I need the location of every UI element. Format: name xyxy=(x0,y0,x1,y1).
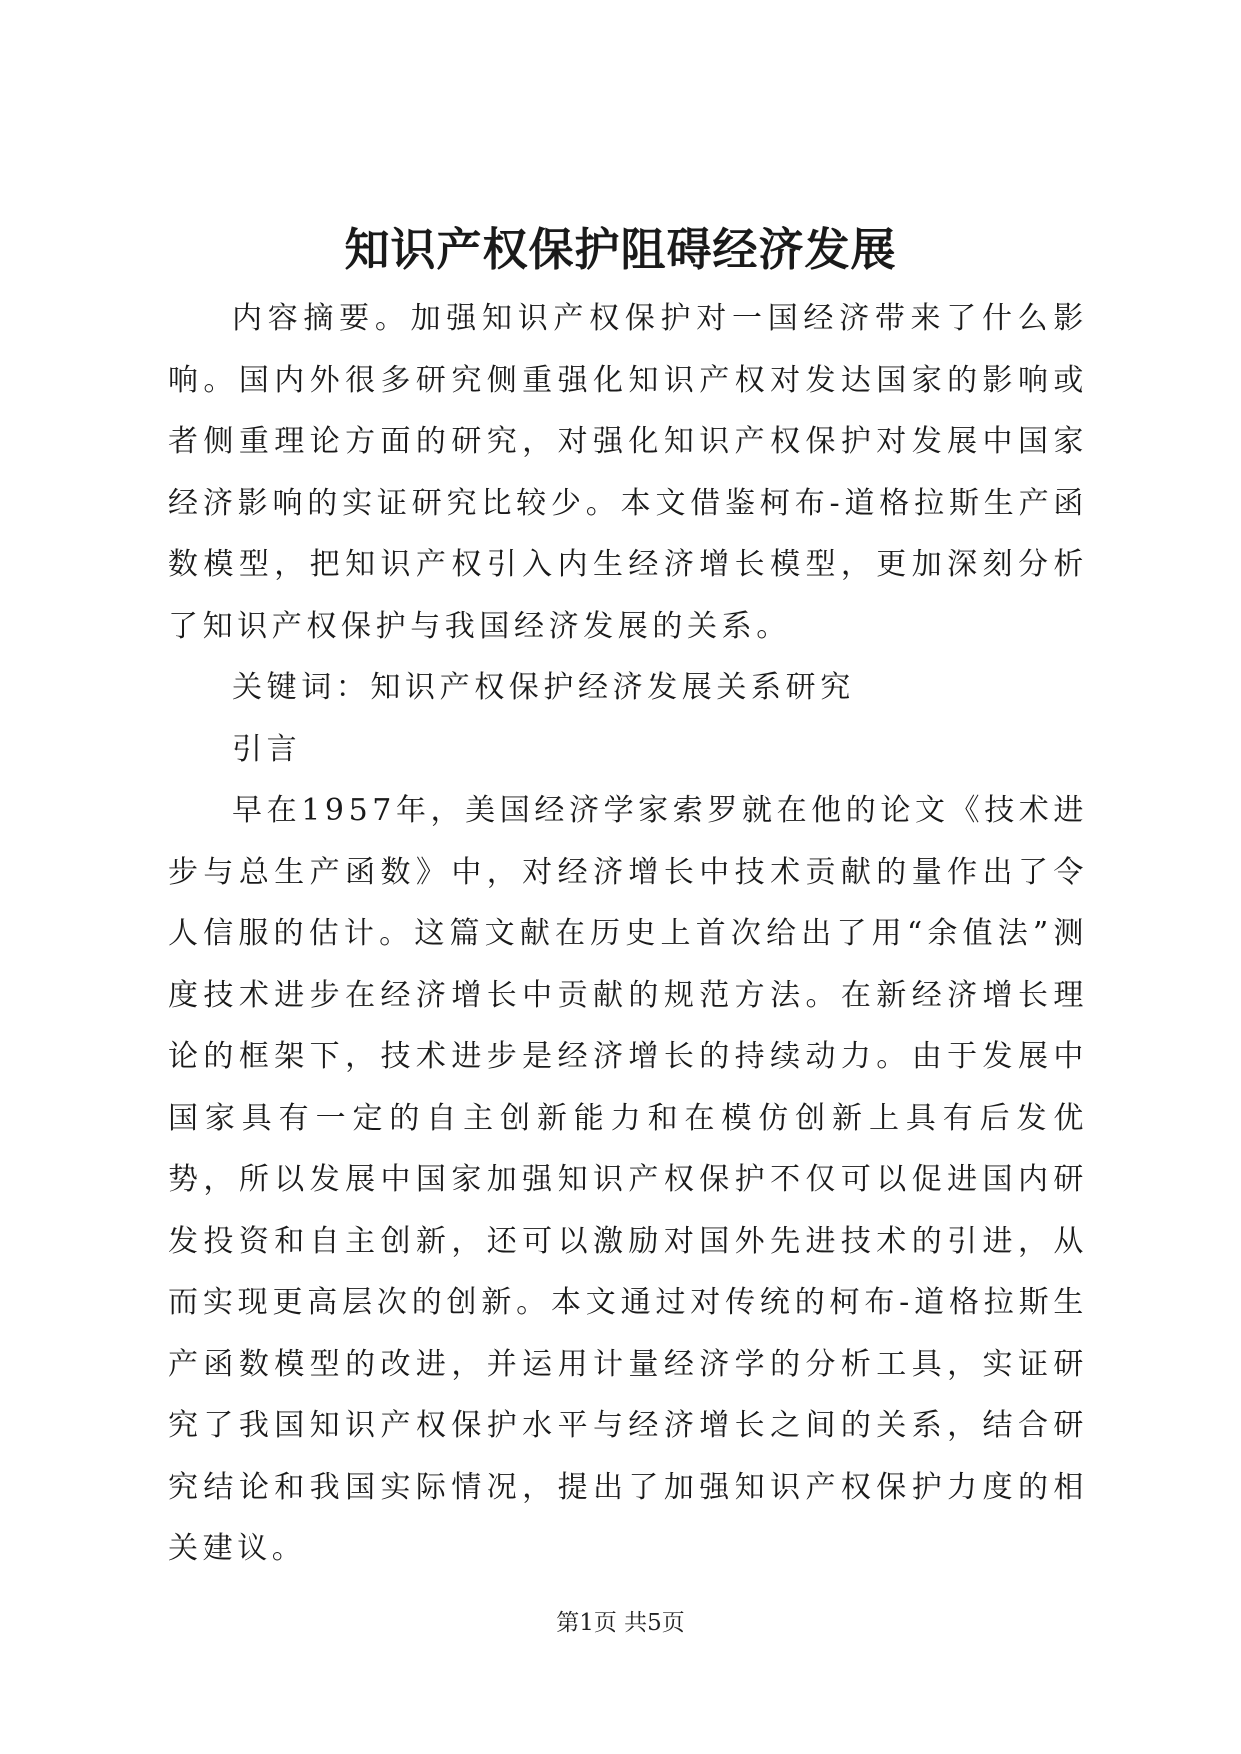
document-body xyxy=(168,288,1088,1580)
document-title: 知识产权保护阻碍经济发展 xyxy=(344,223,897,276)
abstract-paragraph: 内容摘要。加强知识产权保护对一国经济带来了什么影响。国内外很多研究侧重强化知识产权对发达国家的影响或者侧重理论方面的研究，对强化知识产权保护对发展中国家经济影响的实证研究比较少。本文借鉴柯布-道格拉斯生产函数模型，把知识产权引入内生经济增长模型，更加深刻分析了知识产权保护与我国经济发展的关系。 xyxy=(168,301,1088,644)
introduction-heading: 引言 xyxy=(232,731,302,767)
page-footer: 第1页 共5页 xyxy=(556,1610,685,1636)
keywords-paragraph: 关键词：知识产权保护经济发展关系研究 xyxy=(232,670,855,705)
introduction-paragraph: 早在1957年，美国经济学家索罗就在他的论文《技术进步与总生产函数》中，对经济增长中技术贡献的量作出了令人信服的估计。这篇文献在历史上首次给出了用“余值法”测度技术进步在经济增长中贡献的规范方法。在新经济增长理论的框架下，技术进步是经济增长的持续动力。由于发展中国家具有一定的自主创新能力和在模仿创新上具有后发优势，所以发展中国家加强知识产权保护不仅可以促进国内研发投资和自主创新，还可以激励对国外先进技术的引进，从而实现更高层次的创新。本文通过对传统的柯布-道格拉斯生产函数模型的改进，并运用计量经济学的分析工具，实证研究了我国知识产权保护水平与经济增长之间的关系，结合研究结论和我国实际情况，提出了加强知识产权保护力度的相关建议。 xyxy=(168,793,1088,1566)
